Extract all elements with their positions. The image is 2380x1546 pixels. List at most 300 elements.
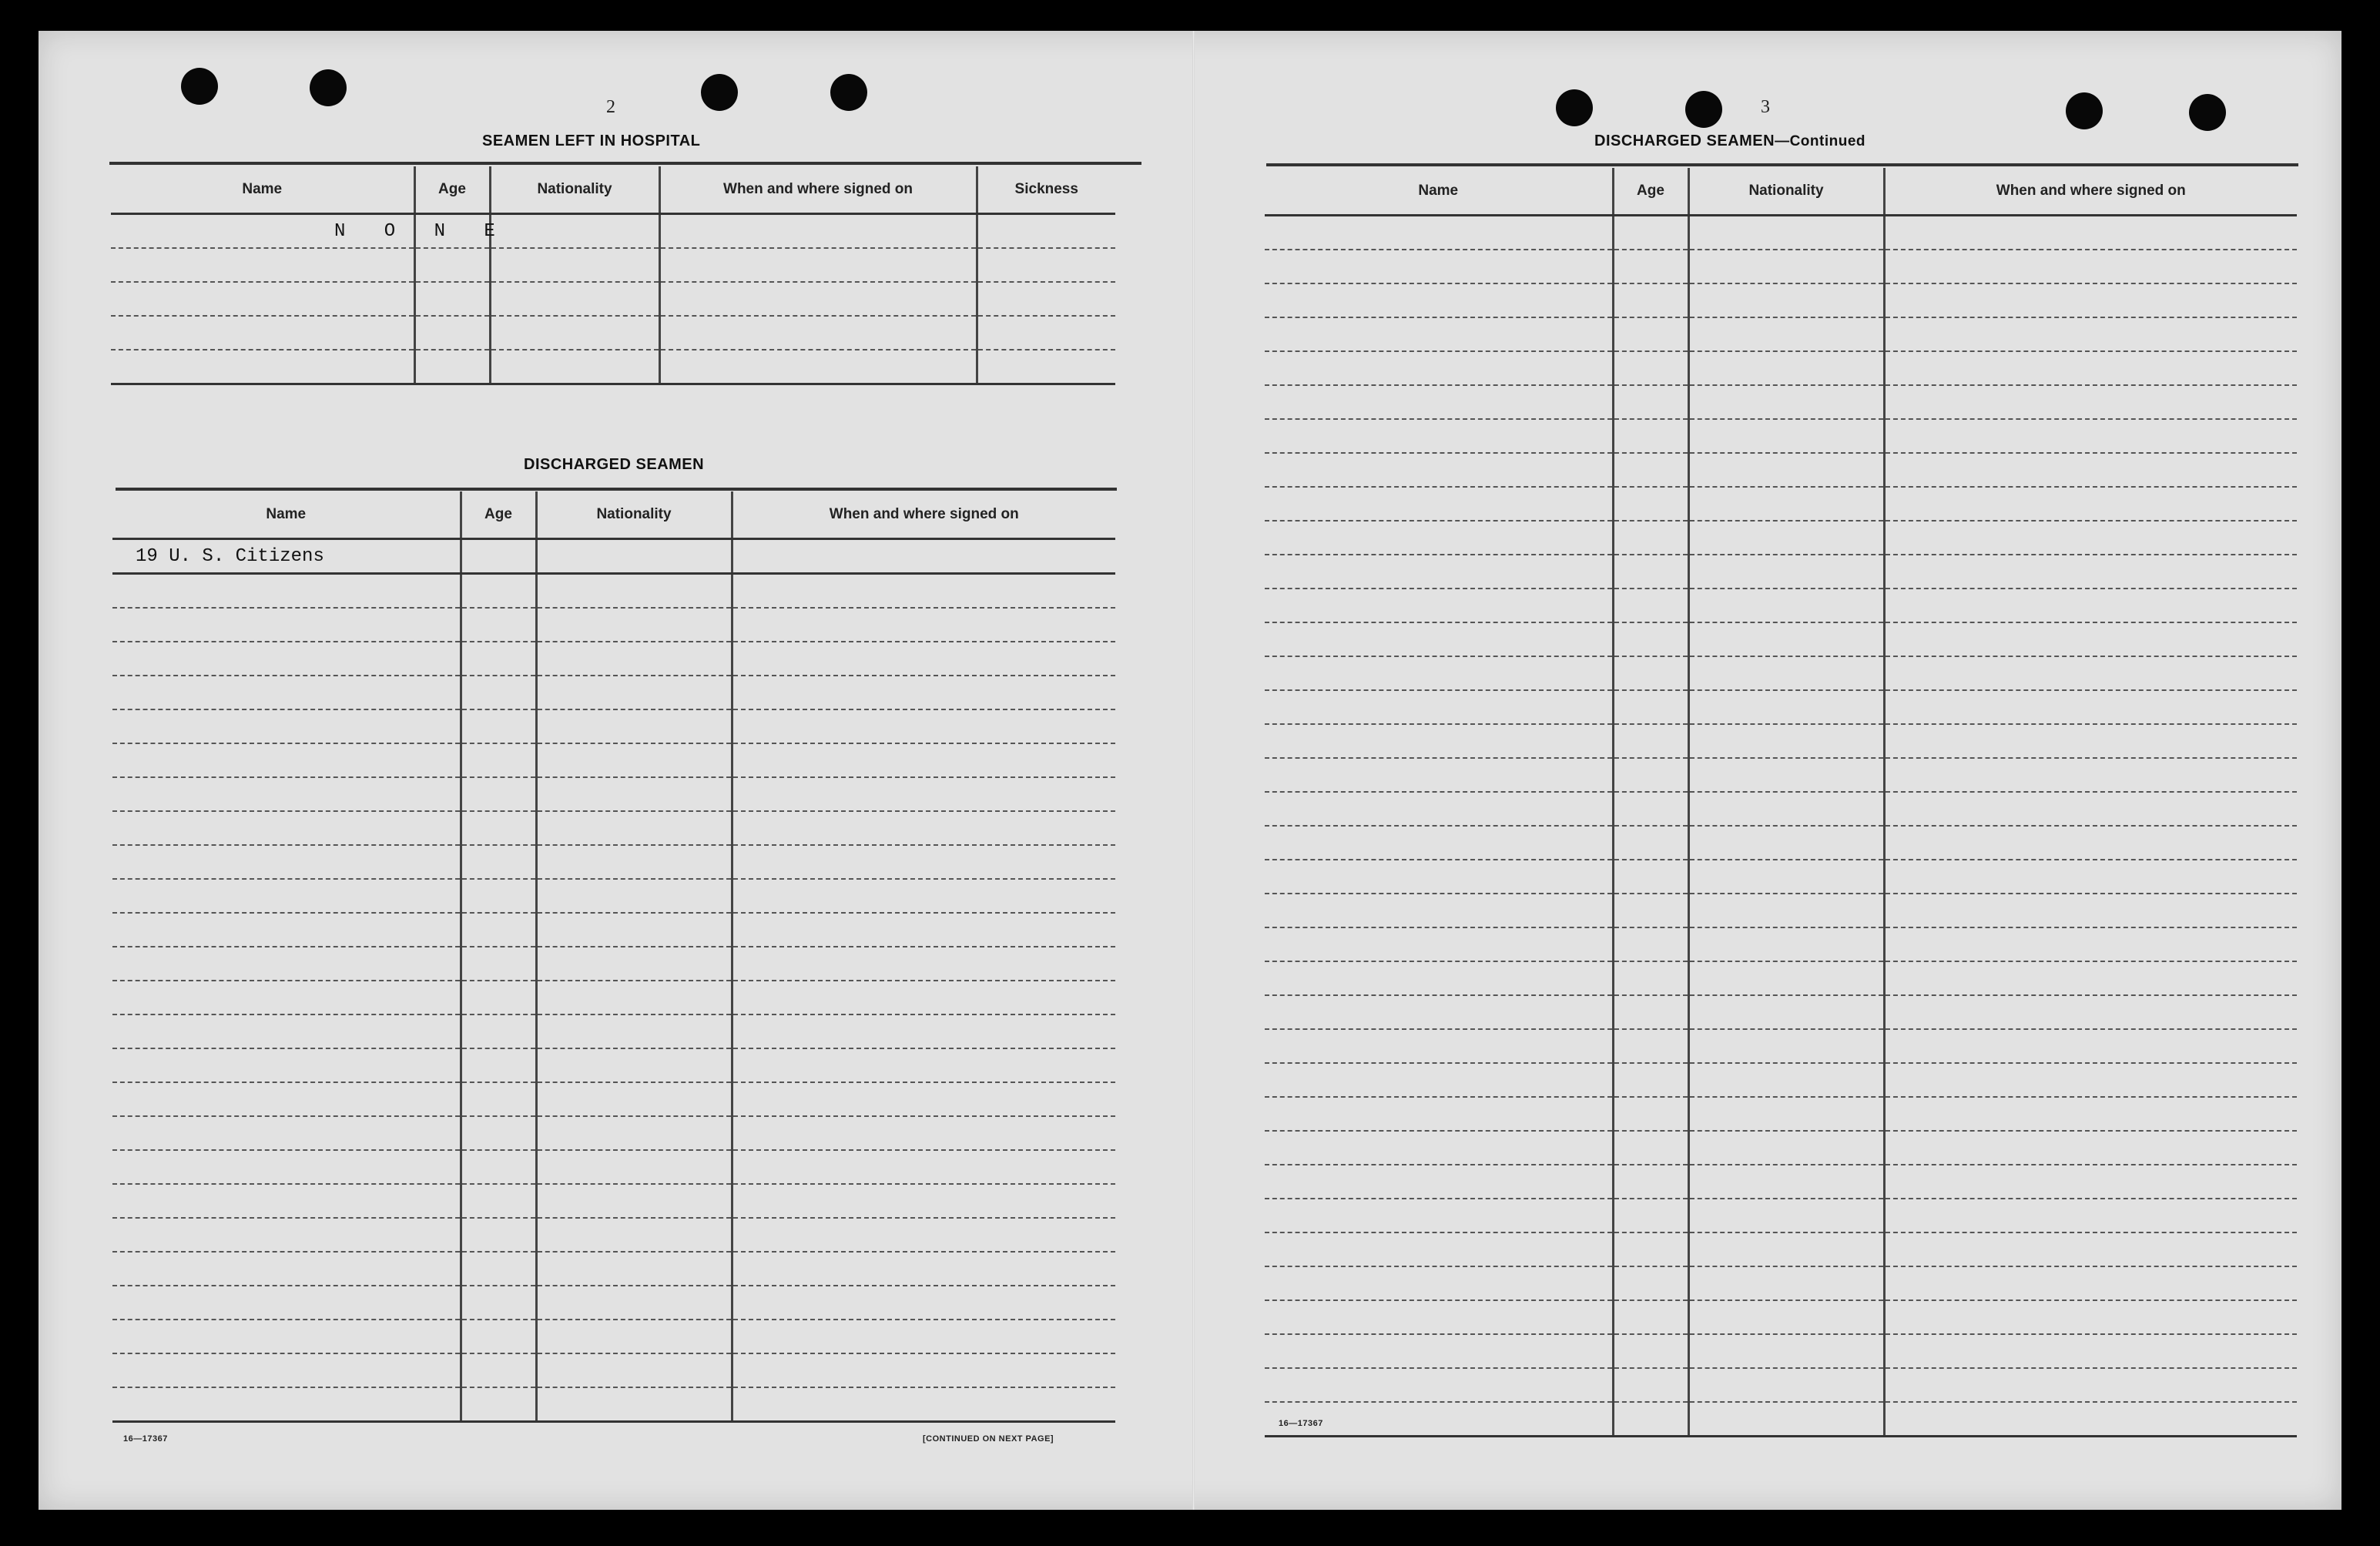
table-cell — [1613, 894, 1688, 927]
table-cell — [1613, 758, 1688, 792]
discharged-top-rule — [116, 488, 1117, 491]
table-row — [112, 1082, 1115, 1116]
table-row — [1265, 826, 2297, 860]
table-row — [112, 1014, 1115, 1048]
table-cell — [1688, 453, 1884, 487]
table-cell — [536, 608, 732, 642]
table-cell — [659, 282, 977, 316]
table-cell — [1688, 622, 1884, 656]
table-cell — [1613, 521, 1688, 555]
table-row — [111, 214, 1115, 249]
table-cell — [1688, 927, 1884, 961]
table-row — [112, 777, 1115, 811]
table-row — [1265, 894, 2297, 927]
table-cell — [1884, 656, 2297, 690]
table-row — [1265, 1063, 2297, 1097]
table-cell — [1688, 1300, 1884, 1334]
table-cell — [1613, 385, 1688, 419]
table-cell — [112, 879, 461, 913]
table-cell — [1884, 216, 2297, 250]
table-cell — [732, 1014, 1115, 1048]
table-cell — [1613, 724, 1688, 758]
table-cell — [1884, 453, 2297, 487]
table-row — [1265, 385, 2297, 419]
table-cell — [112, 743, 461, 777]
table-cell — [732, 981, 1115, 1014]
table-row — [112, 1184, 1115, 1218]
table-cell — [1613, 1300, 1688, 1334]
form-number-left: 16—17367 — [123, 1434, 168, 1444]
table-cell — [1884, 1165, 2297, 1199]
table-cell — [1688, 1232, 1884, 1266]
table-row — [1265, 724, 2297, 758]
discharged-header-row — [112, 491, 1115, 539]
table-cell — [1688, 216, 1884, 250]
table-cell — [1265, 622, 1613, 656]
none-entry: N O N E — [111, 214, 414, 249]
table-cell — [1265, 216, 1613, 250]
column-header-name: Name — [111, 166, 414, 214]
table-cell — [1613, 487, 1688, 521]
table-cell — [732, 574, 1115, 609]
table-cell — [732, 879, 1115, 913]
table-cell — [1265, 961, 1613, 995]
table-cell — [1884, 1402, 2297, 1437]
table-cell — [732, 1048, 1115, 1082]
table-row — [1265, 1029, 2297, 1063]
table-row — [112, 539, 1115, 574]
table-cell — [1884, 521, 2297, 555]
page-number-left: 2 — [606, 97, 615, 117]
table-row — [1265, 283, 2297, 317]
table-cell — [111, 248, 414, 282]
table-cell — [732, 913, 1115, 947]
table-row — [112, 676, 1115, 709]
column-header-sickness: Sickness — [977, 166, 1115, 214]
table-cell — [1613, 1232, 1688, 1266]
table-cell — [1884, 622, 2297, 656]
table-cell — [1688, 487, 1884, 521]
table-row — [112, 1218, 1115, 1252]
table-cell — [1688, 1029, 1884, 1063]
table-row — [112, 1150, 1115, 1184]
table-row — [1265, 792, 2297, 826]
table-cell — [1613, 927, 1688, 961]
table-cell — [461, 743, 536, 777]
discharged-continued-title-main: DISCHARGED SEAMEN — [1594, 132, 1775, 149]
table-cell — [732, 743, 1115, 777]
table-cell — [1265, 1063, 1613, 1097]
table-row — [1265, 589, 2297, 622]
table-cell — [1688, 1063, 1884, 1097]
table-row — [1265, 1368, 2297, 1402]
table-cell — [1884, 1334, 2297, 1368]
table-row — [112, 947, 1115, 981]
table-row — [1265, 860, 2297, 894]
table-cell — [1265, 521, 1613, 555]
table-row — [111, 316, 1115, 350]
table-cell — [659, 214, 977, 249]
table-cell — [732, 676, 1115, 709]
table-cell — [536, 539, 732, 574]
table-cell — [461, 709, 536, 743]
table-row — [1265, 250, 2297, 283]
punch-hole — [701, 74, 738, 111]
discharged-section-title: DISCHARGED SEAMEN — [524, 456, 705, 473]
table-cell — [1613, 792, 1688, 826]
table-cell — [1884, 283, 2297, 317]
table-row — [1265, 453, 2297, 487]
table-cell — [1688, 589, 1884, 622]
table-cell — [536, 709, 732, 743]
table-cell — [659, 316, 977, 350]
table-cell — [461, 1252, 536, 1286]
table-row — [1265, 419, 2297, 453]
table-cell — [536, 1150, 732, 1184]
table-cell — [659, 248, 977, 282]
table-cell — [536, 1353, 732, 1387]
punch-hole — [2189, 94, 2226, 131]
table-row — [111, 282, 1115, 316]
column-header-signed-on: When and where signed on — [1884, 168, 2297, 216]
table-row — [1265, 1199, 2297, 1232]
table-cell — [1884, 555, 2297, 589]
table-cell — [461, 1320, 536, 1353]
table-cell — [1265, 894, 1613, 927]
table-cell — [536, 1184, 732, 1218]
table-cell — [1265, 1131, 1613, 1165]
table-row — [112, 608, 1115, 642]
table-cell — [1884, 317, 2297, 351]
table-row — [112, 1116, 1115, 1150]
table-cell — [1613, 453, 1688, 487]
column-header-age: Age — [1613, 168, 1688, 216]
table-cell — [536, 1252, 732, 1286]
table-cell — [1265, 826, 1613, 860]
table-row — [112, 1252, 1115, 1286]
table-cell — [111, 316, 414, 350]
page-number-right: 3 — [1761, 97, 1770, 117]
table-cell — [111, 350, 414, 384]
table-row — [111, 248, 1115, 282]
table-cell — [112, 1048, 461, 1082]
table-cell — [536, 1387, 732, 1422]
table-cell — [536, 743, 732, 777]
table-cell — [1688, 1165, 1884, 1199]
table-cell — [1884, 927, 2297, 961]
table-cell — [1265, 1300, 1613, 1334]
table-row — [112, 845, 1115, 879]
table-row — [112, 642, 1115, 676]
table-cell — [461, 1286, 536, 1320]
table-cell — [1265, 1199, 1613, 1232]
table-cell — [536, 1320, 732, 1353]
table-cell — [112, 1252, 461, 1286]
table-cell — [1265, 1165, 1613, 1199]
table-cell — [1265, 1097, 1613, 1131]
table-cell — [1884, 250, 2297, 283]
table-cell — [1884, 792, 2297, 826]
table-cell — [461, 1048, 536, 1082]
table-cell — [461, 1150, 536, 1184]
table-cell — [732, 1252, 1115, 1286]
table-cell — [1884, 690, 2297, 724]
table-cell — [1265, 860, 1613, 894]
table-cell — [461, 642, 536, 676]
table-cell — [536, 642, 732, 676]
table-cell — [1265, 690, 1613, 724]
table-cell — [461, 811, 536, 845]
table-cell — [1613, 961, 1688, 995]
table-cell — [461, 981, 536, 1014]
table-cell — [536, 1116, 732, 1150]
table-cell — [1265, 1334, 1613, 1368]
table-cell — [732, 1082, 1115, 1116]
table-cell — [112, 811, 461, 845]
table-cell — [112, 913, 461, 947]
table-cell — [112, 981, 461, 1014]
hospital-table — [111, 166, 1115, 385]
table-cell — [112, 1116, 461, 1150]
table-cell — [1613, 419, 1688, 453]
table-cell — [536, 1014, 732, 1048]
table-cell — [112, 1218, 461, 1252]
table-row — [1265, 995, 2297, 1029]
table-cell — [1884, 894, 2297, 927]
table-cell — [1884, 826, 2297, 860]
table-cell — [112, 574, 461, 609]
table-row — [1265, 1232, 2297, 1266]
table-cell — [414, 350, 490, 384]
table-cell — [1265, 656, 1613, 690]
discharged-continued-table — [1265, 168, 2297, 1437]
punch-hole — [310, 69, 347, 106]
table-cell — [112, 1286, 461, 1320]
table-cell — [1688, 758, 1884, 792]
table-cell — [536, 947, 732, 981]
table-cell — [1613, 1402, 1688, 1437]
table-row — [1265, 1266, 2297, 1300]
table-cell — [1265, 1266, 1613, 1300]
table-cell — [1688, 860, 1884, 894]
table-cell — [1265, 792, 1613, 826]
table-row — [1265, 317, 2297, 351]
table-cell — [112, 1082, 461, 1116]
table-cell — [112, 1320, 461, 1353]
hospital-header-row — [111, 166, 1115, 214]
table-cell — [1613, 1165, 1688, 1199]
continued-header-row — [1265, 168, 2297, 216]
table-cell — [461, 913, 536, 947]
table-cell — [1265, 758, 1613, 792]
discharged-continued-title-suffix: —Continued — [1775, 133, 1866, 149]
table-row — [1265, 1165, 2297, 1199]
table-cell — [461, 1184, 536, 1218]
table-row — [112, 913, 1115, 947]
table-cell — [461, 539, 536, 574]
table-cell — [1884, 1232, 2297, 1266]
table-cell — [1884, 1266, 2297, 1300]
table-cell — [1613, 1266, 1688, 1300]
table-cell — [732, 1218, 1115, 1252]
table-cell — [732, 1150, 1115, 1184]
table-cell — [1688, 351, 1884, 385]
table-cell — [112, 1014, 461, 1048]
table-cell — [112, 642, 461, 676]
table-cell — [1688, 317, 1884, 351]
table-cell — [1688, 1266, 1884, 1300]
table-cell — [1884, 995, 2297, 1029]
table-cell — [536, 879, 732, 913]
table-cell — [1884, 385, 2297, 419]
column-header-signed-on: When and where signed on — [659, 166, 977, 214]
table-cell — [490, 316, 659, 350]
table-cell — [1884, 487, 2297, 521]
column-header-name: Name — [1265, 168, 1613, 216]
table-cell — [732, 1387, 1115, 1422]
discharged-continued-title — [1594, 132, 1865, 150]
table-cell — [1688, 656, 1884, 690]
table-cell — [1613, 622, 1688, 656]
punch-hole — [1556, 89, 1593, 126]
table-cell — [1265, 453, 1613, 487]
table-row — [112, 811, 1115, 845]
table-cell — [1265, 385, 1613, 419]
table-cell — [461, 1014, 536, 1048]
table-cell — [1265, 283, 1613, 317]
table-cell — [1613, 351, 1688, 385]
column-header-nationality: Nationality — [490, 166, 659, 214]
table-cell — [1884, 758, 2297, 792]
table-cell — [977, 350, 1115, 384]
continued-note: [CONTINUED ON NEXT PAGE] — [923, 1434, 1054, 1444]
table-row — [112, 1320, 1115, 1353]
table-cell — [112, 608, 461, 642]
table-cell — [414, 248, 490, 282]
table-cell — [1688, 961, 1884, 995]
table-cell — [536, 1218, 732, 1252]
table-cell — [1265, 487, 1613, 521]
table-cell — [112, 709, 461, 743]
table-cell — [461, 777, 536, 811]
table-cell — [490, 248, 659, 282]
table-cell — [977, 248, 1115, 282]
table-cell — [1265, 1368, 1613, 1402]
column-header-age: Age — [461, 491, 536, 539]
table-cell — [1688, 283, 1884, 317]
table-cell — [977, 214, 1115, 249]
table-cell — [1613, 860, 1688, 894]
table-cell — [1613, 1029, 1688, 1063]
table-cell — [536, 676, 732, 709]
table-cell — [461, 1218, 536, 1252]
table-cell — [112, 1353, 461, 1387]
table-cell — [1265, 589, 1613, 622]
table-cell — [461, 947, 536, 981]
table-cell — [461, 1116, 536, 1150]
table-cell — [490, 350, 659, 384]
table-cell — [112, 777, 461, 811]
table-cell — [536, 574, 732, 609]
table-cell — [1884, 1131, 2297, 1165]
punch-hole — [2066, 92, 2103, 129]
column-header-nationality: Nationality — [536, 491, 732, 539]
table-cell — [1613, 250, 1688, 283]
table-cell — [461, 1387, 536, 1422]
table-cell — [536, 1082, 732, 1116]
table-cell — [732, 1320, 1115, 1353]
table-row — [111, 350, 1115, 384]
table-cell — [977, 282, 1115, 316]
table-cell — [536, 811, 732, 845]
table-cell — [490, 214, 659, 249]
discharged-entry: 19 U. S. Citizens — [112, 539, 461, 574]
table-cell — [1688, 826, 1884, 860]
table-cell — [732, 777, 1115, 811]
table-cell — [1613, 1368, 1688, 1402]
table-cell — [1265, 419, 1613, 453]
table-cell — [1265, 724, 1613, 758]
table-cell — [1688, 385, 1884, 419]
table-cell — [1688, 1334, 1884, 1368]
table-row — [1265, 927, 2297, 961]
hospital-top-rule — [109, 162, 1141, 165]
table-cell — [1688, 724, 1884, 758]
table-cell — [461, 845, 536, 879]
table-cell — [112, 1184, 461, 1218]
table-cell — [1613, 555, 1688, 589]
table-cell — [1613, 690, 1688, 724]
table-cell — [414, 316, 490, 350]
table-cell — [1884, 1097, 2297, 1131]
table-cell — [414, 282, 490, 316]
table-cell — [1688, 250, 1884, 283]
table-cell — [1613, 1199, 1688, 1232]
table-row — [1265, 622, 2297, 656]
table-row — [1265, 1402, 2297, 1437]
table-cell — [536, 981, 732, 1014]
table-row — [112, 709, 1115, 743]
table-cell — [1884, 860, 2297, 894]
table-cell — [112, 845, 461, 879]
table-cell — [1265, 927, 1613, 961]
column-header-signed-on: When and where signed on — [732, 491, 1115, 539]
form-number-right: 16—17367 — [1279, 1419, 1323, 1428]
column-header-age: Age — [414, 166, 490, 214]
table-cell — [1265, 317, 1613, 351]
table-cell — [1613, 656, 1688, 690]
table-cell — [1688, 995, 1884, 1029]
table-cell — [112, 1150, 461, 1184]
table-cell — [1688, 1097, 1884, 1131]
table-cell — [536, 1286, 732, 1320]
table-row — [1265, 961, 2297, 995]
table-cell — [1613, 826, 1688, 860]
table-cell — [732, 1286, 1115, 1320]
table-cell — [659, 350, 977, 384]
table-cell — [1265, 351, 1613, 385]
table-cell — [112, 676, 461, 709]
table-cell — [732, 709, 1115, 743]
table-cell — [461, 879, 536, 913]
table-cell — [1265, 1232, 1613, 1266]
table-cell — [461, 608, 536, 642]
punch-hole — [181, 68, 218, 105]
table-cell — [732, 1184, 1115, 1218]
table-cell — [112, 947, 461, 981]
table-cell — [732, 539, 1115, 574]
table-row — [1265, 656, 2297, 690]
